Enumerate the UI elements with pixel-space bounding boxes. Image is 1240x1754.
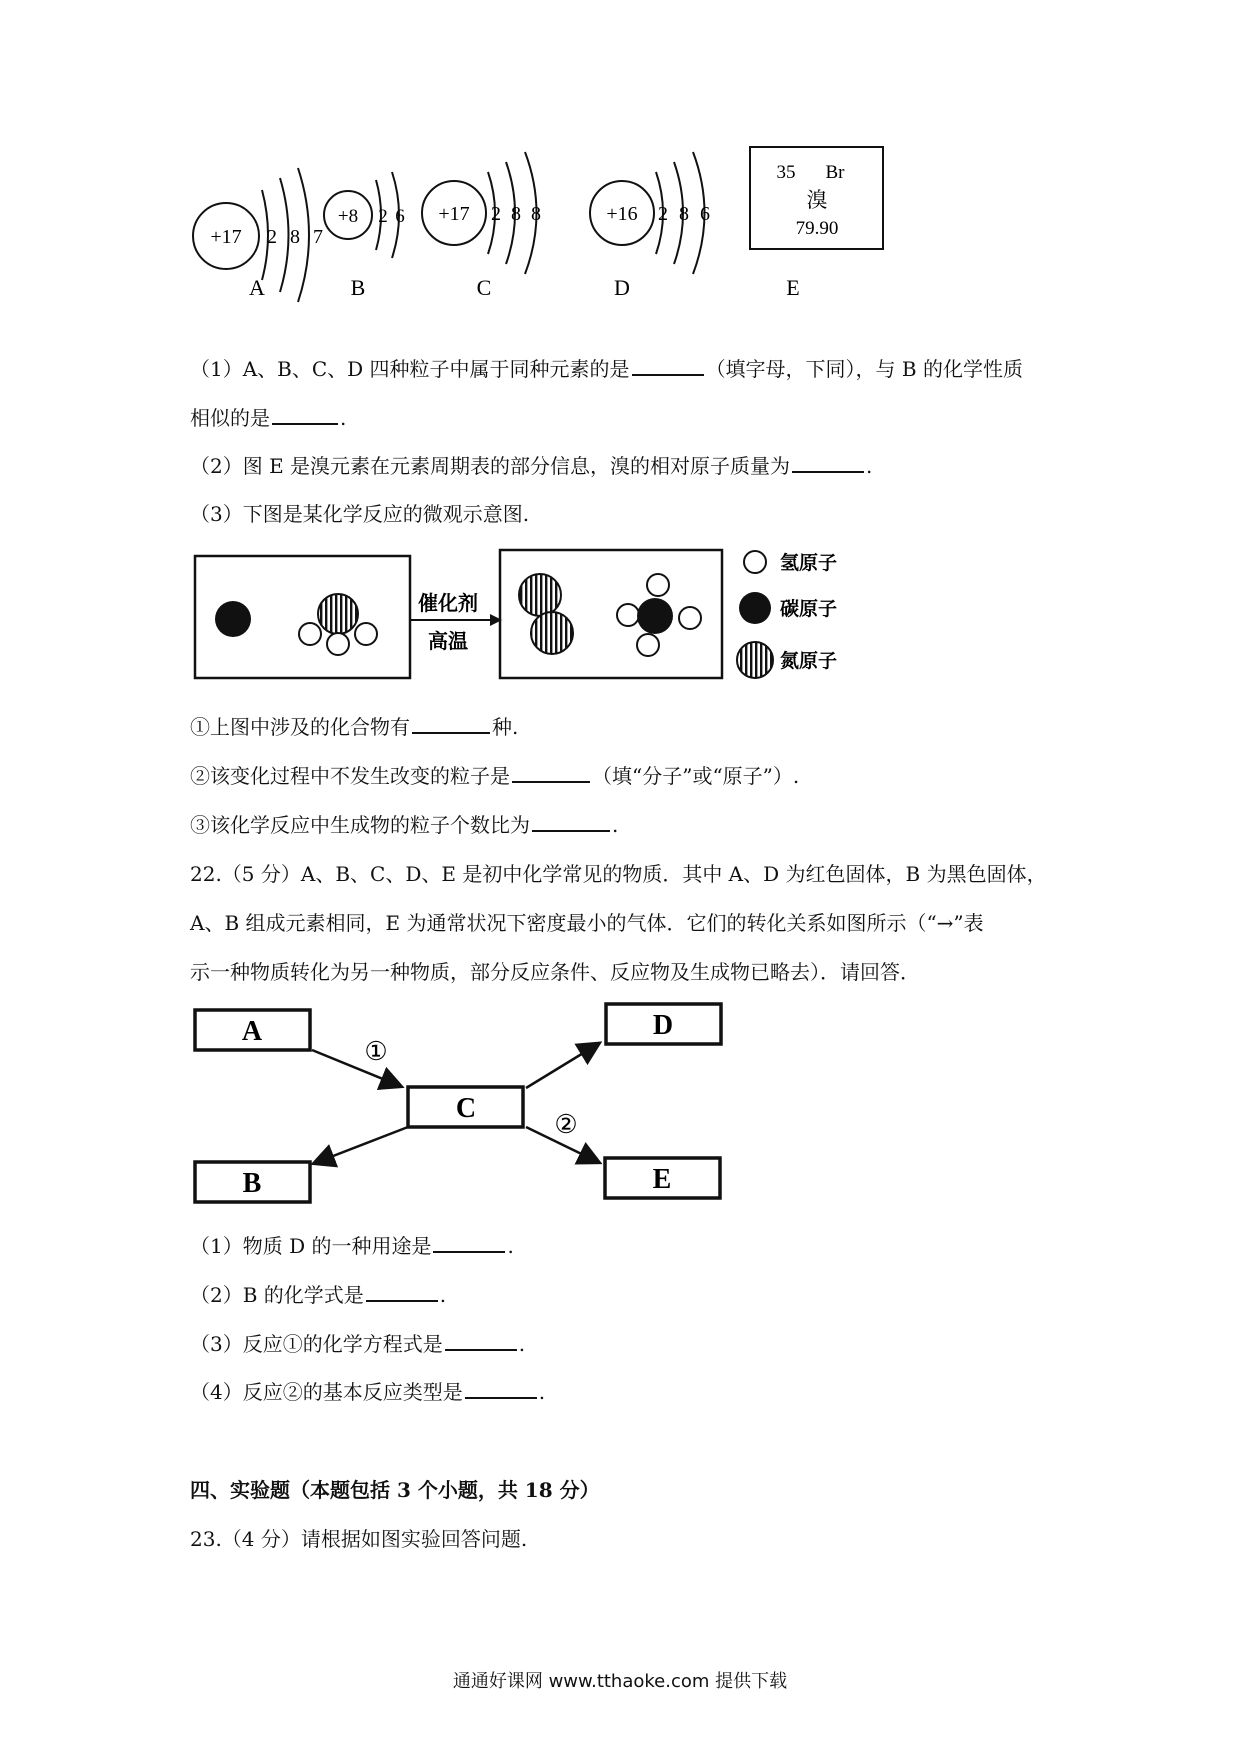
element-symbol: Br (825, 162, 845, 183)
reaction-micro-diagram (190, 540, 890, 690)
q21-sub2-text-a: ②该变化过程中不发生改变的粒子是 (190, 764, 510, 788)
period: . (612, 813, 619, 837)
q22-answer1-text: （1）物质 D 的一种用途是 (190, 1234, 432, 1258)
element-card-letter: E (786, 275, 800, 300)
q21-sub1-line (190, 712, 518, 741)
q22-answer4-line (190, 1377, 545, 1406)
legend-nitrogen-label: 氮原子 (780, 651, 838, 672)
atom-b-nucleus: +8 (337, 206, 359, 227)
atom-b-shell-2: 6 (395, 206, 405, 227)
box-c-label: C (455, 1093, 477, 1124)
atom-a-shell-3: 7 (313, 226, 323, 248)
atom-a (193, 168, 323, 302)
atom-d-shell-3: 6 (700, 203, 710, 225)
q22-answer3-blank[interactable] (445, 1329, 517, 1351)
period: . (507, 1234, 514, 1258)
carbon-atom (215, 601, 251, 637)
atom-b-letter: B (350, 275, 366, 300)
period: . (340, 406, 347, 430)
atom-d-shell-1: 2 (658, 203, 668, 225)
page-footer: 通通好课网 www.tthaoke.com 提供下载 (452, 1671, 788, 1692)
q21-sub3-blank[interactable] (532, 810, 610, 832)
q22-answer4-text: （4）反应②的基本反应类型是 (190, 1380, 463, 1404)
legend-carbon-symbol (739, 592, 771, 624)
q21-sub1-blank[interactable] (412, 712, 490, 734)
atom-d-nucleus: +16 (606, 203, 638, 225)
element-card-bromine (750, 147, 883, 300)
q21-part1-blank-2[interactable] (272, 403, 338, 425)
q21-sub2-line (190, 761, 799, 790)
q21-sub1-text-a: ①上图中涉及的化合物有 (190, 715, 410, 739)
q21-part2-blank[interactable] (792, 451, 864, 473)
atom-d-shell-2: 8 (679, 203, 689, 225)
element-atomic-number: 35 (776, 162, 796, 183)
q21-part1-line2 (190, 403, 346, 432)
q21-part1-line1 (190, 354, 1023, 383)
q22-answer2-line (190, 1280, 446, 1309)
arrow-c-to-b (315, 1127, 408, 1163)
arrow-c-to-d (526, 1044, 598, 1088)
q21-sub1-text-b: 种. (492, 715, 519, 739)
legend-hydrogen-symbol (744, 551, 766, 573)
atom-a-nucleus: +17 (210, 226, 242, 248)
q22-answer4-blank[interactable] (465, 1377, 537, 1399)
q22-conversion-diagram (190, 1000, 750, 1220)
period: . (538, 1380, 546, 1404)
q21-part3-text: （3）下图是某化学反应的微观示意图. (190, 502, 530, 526)
period: . (518, 1332, 526, 1356)
atom-legend (737, 551, 837, 678)
element-mass: 79.90 (795, 218, 839, 239)
q22-answer1-blank[interactable] (433, 1231, 505, 1253)
atom-c-shell-3: 8 (531, 203, 541, 225)
box-a-label: A (241, 1016, 263, 1047)
q21-part2-line (190, 451, 872, 480)
period: . (439, 1283, 447, 1307)
legend-hydrogen-label: 氢原子 (780, 553, 838, 574)
q22-intro-line3: 示一种物质转化为另一种物质，部分反应条件、反应物及生成物已略去）．请回答． (190, 960, 920, 984)
q21-part1-blank-1[interactable] (632, 354, 704, 376)
atom-d (590, 152, 710, 300)
q22-intro-line1: 22.（5 分）A、B、C、D、E 是初中化学常见的物质．其中 A、D 为红色固体，B 为黑色固体， (190, 862, 1047, 886)
methane-molecule (617, 574, 701, 656)
atom-a-letter: A (249, 275, 265, 300)
catalyst-label: 催化剂 (418, 593, 478, 615)
ammonia-molecule (299, 594, 377, 655)
q22-intro-line2: A、B 组成元素相同，E 为通常状况下密度最小的气体．它们的转化关系如图所示（“→”表 (190, 911, 984, 935)
atom-structure-diagrams (150, 140, 1150, 340)
q22-answer3-line (190, 1329, 525, 1358)
q21-sub3-text: ③该化学反应中生成物的粒子个数比为 (190, 813, 530, 837)
q22-answer2-blank[interactable] (366, 1280, 438, 1302)
q21-part1-text-c: 相似的是 (190, 406, 270, 430)
q22-answer3-text: （3）反应①的化学方程式是 (190, 1332, 443, 1356)
q21-part1-text-b: （填字母，下同），与 B 的化学性质 (705, 357, 1023, 381)
q22-answer2-text: （2）B 的化学式是 (190, 1283, 364, 1307)
atom-c-shell-2: 8 (511, 203, 521, 225)
reaction-2-label: ② (554, 1110, 578, 1139)
atom-c-letter: C (476, 275, 492, 300)
nitrogen-molecule (519, 574, 573, 654)
period: . (866, 454, 873, 478)
legend-carbon-label: 碳原子 (780, 599, 838, 620)
box-e-label: E (652, 1164, 672, 1195)
reaction-1-label: ① (364, 1037, 388, 1066)
q21-part3-line (190, 500, 529, 528)
legend-nitrogen-symbol (737, 642, 773, 678)
element-name: 溴 (806, 188, 828, 212)
atom-d-letter: D (614, 275, 630, 300)
section4-heading: 四、实验题（本题包括 3 个小题，共 18 分） (190, 1478, 600, 1502)
atom-c-nucleus: +17 (438, 203, 470, 225)
high-temp-label: 高温 (428, 631, 468, 653)
box-d-label: D (652, 1010, 674, 1041)
box-b-label: B (242, 1168, 262, 1199)
q23-intro: 23.（4 分）请根据如图实验回答问题. (190, 1527, 528, 1551)
q21-sub2-text-b: （填“分子”或“原子”）. (592, 764, 800, 788)
q22-answer1-line (190, 1231, 514, 1260)
q21-part2-text: （2）图 E 是溴元素在元素周期表的部分信息，溴的相对原子质量为 (190, 454, 791, 478)
atom-c-shell-1: 2 (491, 203, 501, 225)
q21-sub2-blank[interactable] (512, 761, 590, 783)
atom-c (422, 152, 541, 300)
q21-part1-text-a: （1）A、B、C、D 四种粒子中属于同种元素的是 (190, 357, 630, 381)
atom-a-shell-2: 8 (290, 226, 300, 248)
atom-b (324, 172, 405, 300)
q21-sub3-line (190, 810, 618, 839)
atom-a-shell-1: 2 (267, 226, 277, 248)
atom-b-shell-1: 2 (378, 206, 388, 227)
